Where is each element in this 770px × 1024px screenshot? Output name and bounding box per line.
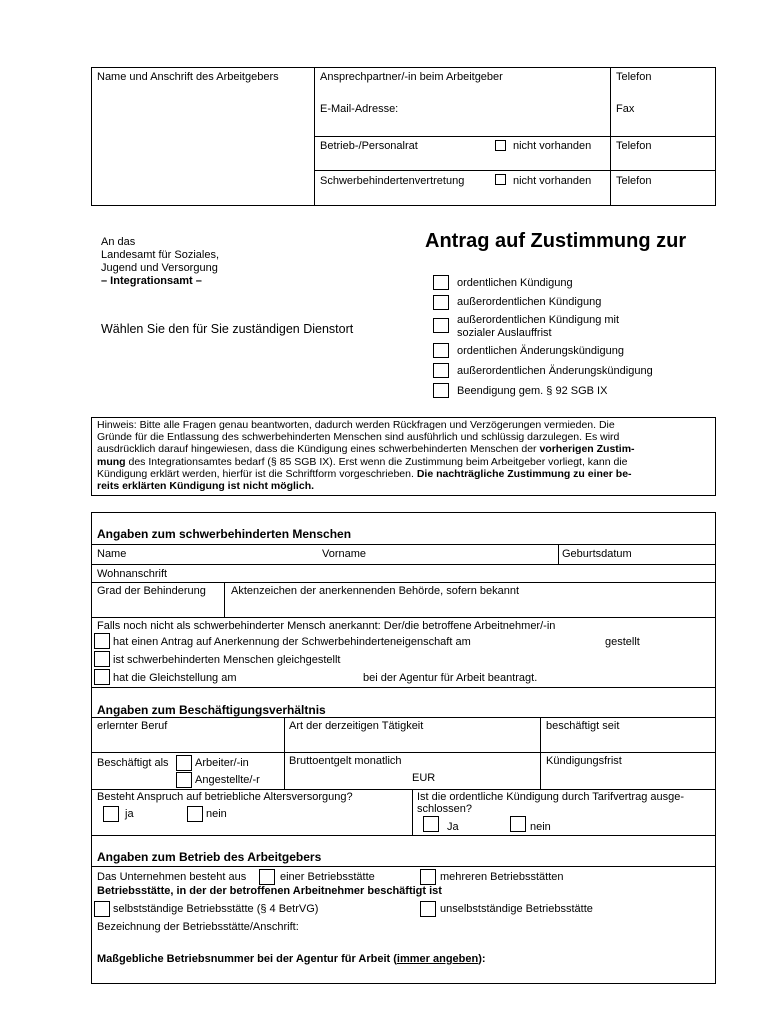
works-council-not-present-label: nicht vorhanden <box>513 140 592 152</box>
option-extraordinary-with-notice-label-2: sozialer Auslauffrist <box>457 327 552 339</box>
multi-sites-checkbox[interactable] <box>420 869 436 885</box>
option-extraordinary-change-checkbox[interactable] <box>433 363 449 378</box>
equal-status-label: ist schwerbehinderten Menschen gleichgestellt <box>113 654 341 666</box>
fax-label: Fax <box>616 103 635 115</box>
worker-checkbox[interactable] <box>176 755 192 771</box>
company-section-heading: Angaben zum Betrieb des Arbeitgebers <box>97 850 322 864</box>
equal-agency-label: bei der Agentur für Arbeit beantragt. <box>363 672 538 684</box>
works-council-label: Betrieb-/Personalrat <box>320 140 418 152</box>
name-label: Name <box>97 548 127 560</box>
company-consists-label: Das Unternehmen besteht aus <box>97 871 247 883</box>
option-extraordinary-change-label: außerordentlichen Änderungskündigung <box>457 365 653 377</box>
multi-sites-label: mehreren Betriebsstätten <box>440 871 564 883</box>
addressee-line-4: – Integrationsamt – <box>101 275 202 287</box>
applied-recognition-checkbox[interactable] <box>94 633 110 649</box>
pension-question-label: Besteht Anspruch auf betriebliche Altersversorgung? <box>97 791 353 803</box>
equal-applied-label: hat die Gleichstellung am <box>113 672 237 684</box>
office-select-hint[interactable]: Wählen Sie den für Sie zuständigen Dienstort <box>101 322 354 336</box>
notice-text: Hinweis: Bitte alle Fragen genau beantworten, dadurch werden Rückfragen und Verzögerungen vermieden. Die Gründe für die Entlassung des schwerbehinderten Menschen sind ausführlich und schlüssig darzulegen. Es wird ausdrücklich darauf hingewiesen, dass die Kündigung eines schwerbehinderten Menschen der vorherigen Zustim- mung des Integrationsamtes bedarf (§ 85 SGB IX). Erst wenn die Zustimmung beim Arbeitgeber vorliegt, kann die Kündigung erklärt werden, hierfür ist die Schriftform vorgeschrieben. Die nachträgliche Zustimmung zu einer be- reits erklärten Kündigung ist nicht möglich. <box>97 419 635 493</box>
current-job-label: Art der derzeitigen Tätigkeit <box>289 720 424 732</box>
phone-label: Telefon <box>616 71 652 83</box>
first-name-label: Vorname <box>322 548 367 560</box>
option-ordinary-change-checkbox[interactable] <box>433 343 449 358</box>
option-ordinary-dismissal-label: ordentlichen Kündigung <box>457 277 573 289</box>
equal-status-checkbox[interactable] <box>94 651 110 667</box>
independent-site-checkbox[interactable] <box>94 901 110 917</box>
company-number-label: Maßgebliche Betriebsnummer bei der Agentur für Arbeit (immer angeben): <box>97 953 486 965</box>
disability-rep-not-present-checkbox[interactable] <box>495 174 506 185</box>
disability-rep-phone-label: Telefon <box>616 175 652 187</box>
tariff-no-label: nein <box>530 821 551 833</box>
addressee-line-2: Landesamt für Soziales, <box>101 249 220 261</box>
tariff-yes-checkbox[interactable] <box>423 816 439 832</box>
pension-no-checkbox[interactable] <box>187 806 203 822</box>
currency-label: EUR <box>412 772 436 784</box>
employed-as-label: Beschäftigt als <box>97 757 169 769</box>
works-council-phone-label: Telefon <box>616 140 652 152</box>
employee-checkbox[interactable] <box>176 772 192 788</box>
addressee-line-3: Jugend und Versorgung <box>101 262 218 274</box>
option-termination-92-label: Beendigung gem. § 92 SGB IX <box>457 385 608 397</box>
gross-pay-label: Bruttoentgelt monatlich <box>289 755 402 767</box>
pension-yes-checkbox[interactable] <box>103 806 119 822</box>
not-recognized-label: Falls noch nicht als schwerbehinderter Mensch anerkannt: Der/die betroffene Arbeitnehmer/-in <box>97 620 556 632</box>
address-label: Wohnanschrift <box>97 568 168 580</box>
dependent-site-checkbox[interactable] <box>420 901 436 917</box>
birth-date-label: Geburtsdatum <box>562 548 632 560</box>
equal-applied-checkbox[interactable] <box>94 669 110 685</box>
tariff-no-checkbox[interactable] <box>510 816 526 832</box>
independent-site-label: selbstständige Betriebsstätte (§ 4 BetrVG) <box>113 903 319 915</box>
site-name-label: Bezeichnung der Betriebsstätte/Anschrift: <box>97 921 299 933</box>
submitted-label: gestellt <box>605 636 640 648</box>
disability-rep-label: Schwerbehindertenvertretung <box>320 175 465 187</box>
site-heading: Betriebsstätte, in der der betroffenen Arbeitnehmer beschäftigt ist <box>97 885 442 897</box>
pension-yes-label: ja <box>125 808 134 820</box>
email-label: E-Mail-Adresse: <box>320 103 399 115</box>
disability-rep-not-present-label: nicht vorhanden <box>513 175 592 187</box>
always-state-note: immer angeben <box>396 953 479 965</box>
pension-no-label: nein <box>206 808 227 820</box>
employer-name-label: Name und Anschrift des Arbeitgebers <box>97 71 279 83</box>
option-ordinary-dismissal-checkbox[interactable] <box>433 275 449 290</box>
option-extraordinary-with-notice-checkbox[interactable] <box>433 318 449 333</box>
employee-label: Angestellte/-r <box>195 774 260 786</box>
applied-recognition-label: hat einen Antrag auf Anerkennung der Schwerbehinderteneigenschaft am <box>113 636 471 648</box>
employment-section-heading: Angaben zum Beschäftigungsverhältnis <box>97 703 326 717</box>
one-site-label: einer Betriebsstätte <box>280 871 375 883</box>
option-extraordinary-dismissal-label: außerordentlichen Kündigung <box>457 296 602 308</box>
disability-degree-label: Grad der Behinderung <box>97 585 206 597</box>
file-number-label: Aktenzeichen der anerkennenden Behörde, sofern bekannt <box>231 585 520 597</box>
contact-person-label: Ansprechpartner/-in beim Arbeitgeber <box>320 71 503 83</box>
trained-job-label: erlernter Beruf <box>97 720 168 732</box>
option-termination-92-checkbox[interactable] <box>433 383 449 398</box>
person-section-heading: Angaben zum schwerbehinderten Menschen <box>97 527 352 541</box>
tariff-question-line-2: schlossen? <box>417 803 473 815</box>
tariff-question-line-1: Ist die ordentliche Kündigung durch Tarifvertrag ausge- <box>417 791 685 803</box>
dependent-site-label: unselbstständige Betriebsstätte <box>440 903 593 915</box>
addressee-line-1: An das <box>101 236 136 248</box>
one-site-checkbox[interactable] <box>259 869 275 885</box>
option-extraordinary-dismissal-checkbox[interactable] <box>433 295 449 310</box>
option-ordinary-change-label: ordentlichen Änderungskündigung <box>457 345 624 357</box>
worker-label: Arbeiter/-in <box>195 757 249 769</box>
works-council-not-present-checkbox[interactable] <box>495 140 506 151</box>
notice-period-label: Kündigungsfrist <box>546 755 622 767</box>
application-title: Antrag auf Zustimmung zur <box>425 230 687 252</box>
employed-since-label: beschäftigt seit <box>546 720 620 732</box>
tariff-yes-label: Ja <box>447 821 459 833</box>
option-extraordinary-with-notice-label: außerordentlichen Kündigung mit <box>457 314 620 326</box>
